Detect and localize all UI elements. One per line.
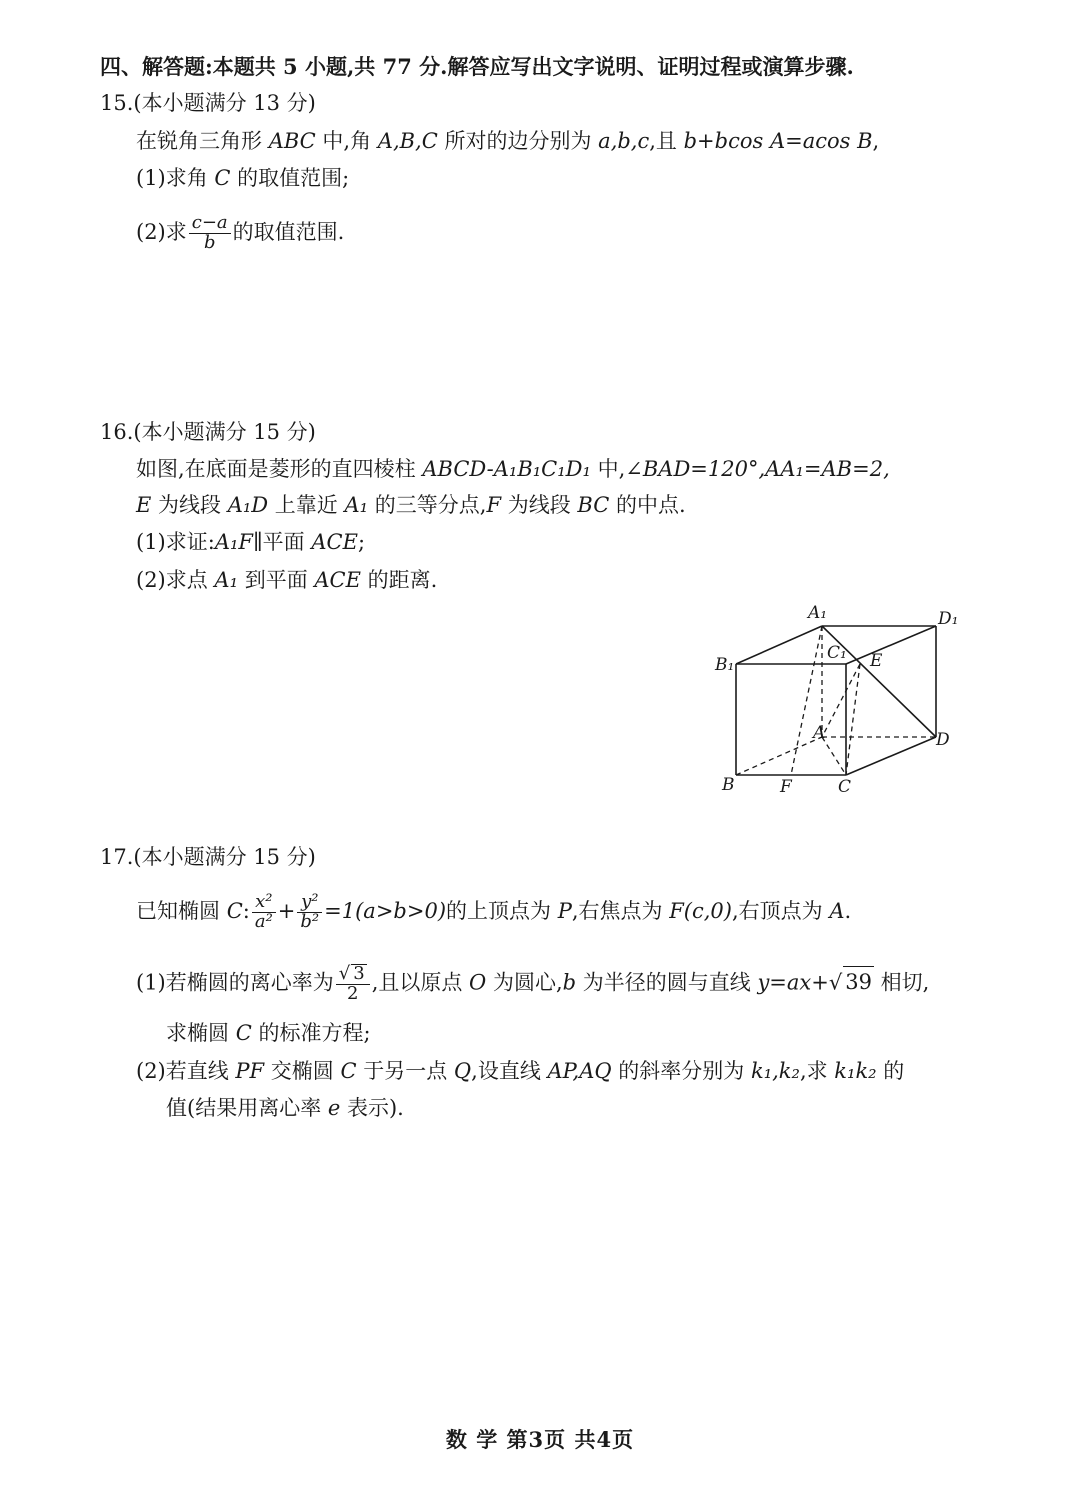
q16-number: 16.(本小题满分 15 分) (100, 420, 316, 444)
q16-part1: (1)求证:A₁F∥平面 ACE; (136, 530, 366, 554)
label-c1: C₁ (827, 643, 847, 663)
q17-part2-line2: 值(结果用离心率 e 表示). (166, 1096, 404, 1120)
q15-number: 15.(本小题满分 13 分) (100, 91, 316, 115)
edge-a1-b1 (736, 626, 822, 664)
label-a: A (813, 723, 826, 743)
edge-b-a-hidden (736, 737, 822, 775)
segment-a-c-hidden (822, 737, 846, 775)
q17-part1-line1: (1)若椭圆的离心率为 $\frac{√ 3}{2}$ ,且以原点 O 为圆心,b 为半径的圆与直线 y=ax+√ 39 相切, (136, 963, 930, 1004)
q15-part1: (1)求角 C 的取值范围; (136, 166, 350, 190)
q16-stem-line2: E 为线段 A₁D 上靠近 A₁ 的三等分点,F 为线段 BC 的中点. (136, 493, 686, 517)
label-e: E (870, 651, 883, 671)
label-a1: A₁ (808, 603, 828, 623)
segment-a1-f-hidden (791, 626, 822, 775)
q17-stem: 已知椭圆 C: $\frac{\text{x²}}{\text{a²}}$ + $\frac{\text{y²}}{\text{b²}}$ =1(a>b>0)的上顶点为 P,右焦点为 F(c,0),右顶点为 A. (136, 891, 852, 932)
label-b: B (722, 775, 735, 795)
q16-stem-line1: 如图,在底面是菱形的直四棱柱 ABCD-A₁B₁C₁D₁ 中,∠BAD=120°,AA₁=AB=2, (136, 457, 890, 481)
edge-c1-d1 (846, 626, 936, 664)
y-fraction: $\frac{\text{y²}}{\text{b²}}$ (297, 893, 322, 932)
section-header: 四、解答题:本题共 5 小题,共 77 分.解答应写出文字说明、证明过程或演算步骤. (100, 54, 854, 79)
q15-fraction: $\frac{c-a}{b}$ (189, 214, 231, 253)
q17-part1-line2: 求椭圆 C 的标准方程; (166, 1021, 371, 1045)
q15-part2: (2)求 $\frac{c-a}{b}$ 的取值范围. (136, 212, 345, 253)
segment-e-a-hidden (822, 664, 860, 737)
x-fraction: $\frac{\text{x²}}{\text{a²}}$ (252, 893, 276, 932)
label-f: F (780, 777, 792, 797)
label-d1: D₁ (938, 609, 959, 629)
prism-figure (700, 600, 980, 800)
eccentricity-fraction: $\frac{√ 3}{2}$ (336, 964, 370, 1004)
segment-e-c-hidden (846, 664, 860, 775)
q15-stem: 在锐角三角形 ABC 中,角 A,B,C 所对的边分别为 a,b,c,且 b+bcos A=acos B, (136, 129, 880, 153)
q17-part2-line1: (2)若直线 PF 交椭圆 C 于另一点 Q,设直线 AP,AQ 的斜率分别为 k₁,k₂,求 k₁k₂ 的 (136, 1059, 905, 1083)
q17-number: 17.(本小题满分 15 分) (100, 845, 316, 869)
label-d: D (936, 730, 950, 750)
label-b1: B₁ (715, 655, 735, 675)
q16-part2: (2)求点 A₁ 到平面 ACE 的距离. (136, 568, 438, 592)
label-c: C (838, 777, 852, 797)
edge-c-d (846, 737, 936, 775)
page-footer: 数 学 第3页 共4页 (445, 1427, 635, 1452)
